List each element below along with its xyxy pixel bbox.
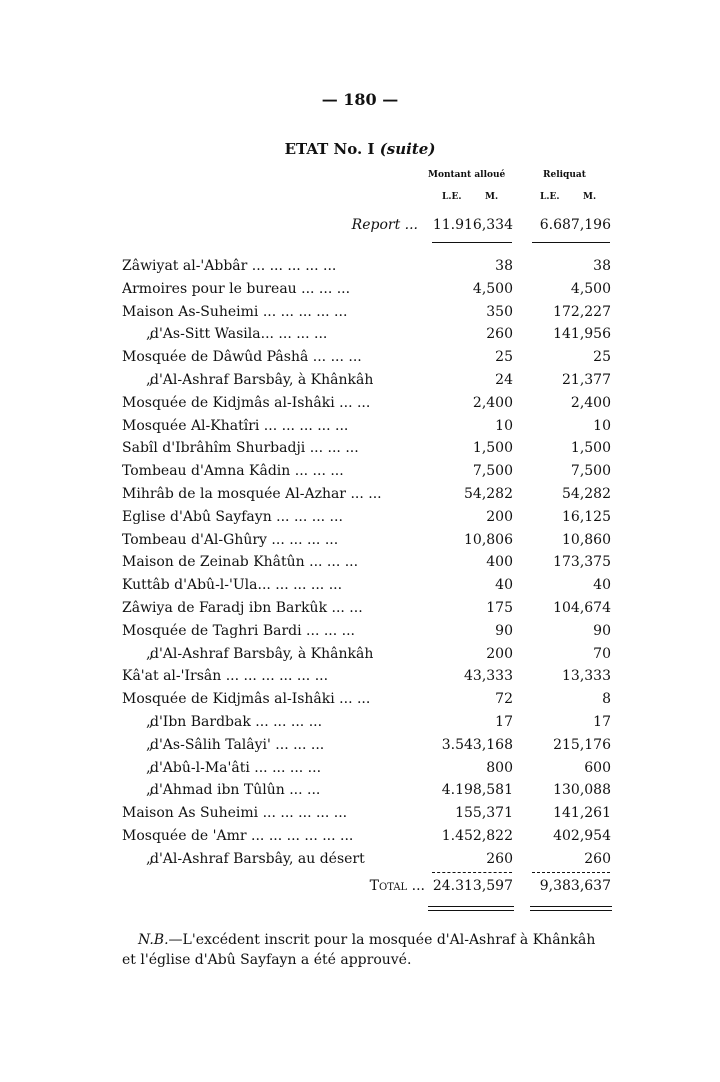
row-label: Zâwiyat al-'Abbâr ... ... ... ... ... bbox=[122, 258, 337, 274]
row-label: Maison de Zeinab Khâtûn ... ... ... bbox=[122, 554, 359, 571]
row-remainder: 40 bbox=[593, 577, 611, 594]
table-row bbox=[0, 620, 720, 643]
row-remainder: 104,674 bbox=[553, 599, 611, 616]
row-label: Mosquée de Dâwûd Pâshâ ... ... ... bbox=[122, 349, 362, 366]
row-label: „ d'Abû-l-Ma'âti ... ... ... ... bbox=[122, 757, 418, 779]
row-remainder: 21,377 bbox=[562, 371, 611, 388]
remainder-unit-m: M. bbox=[583, 192, 597, 202]
row-remainder: 130,088 bbox=[553, 782, 611, 799]
row-allocated: 7,500 bbox=[472, 463, 513, 480]
table-row bbox=[0, 665, 720, 688]
table-row bbox=[0, 369, 720, 392]
row-allocated: 4.198,581 bbox=[441, 782, 513, 799]
row-label: Tombeau d'Amna Kâdin ... ... ... bbox=[122, 463, 344, 480]
row-remainder: 141,261 bbox=[553, 805, 611, 822]
row-label: „ d'Al-Ashraf Barsbây, à Khânkâh bbox=[122, 643, 418, 665]
row-label: Sabîl d'Ibrâhîm Shurbadji ... ... ... bbox=[122, 440, 359, 457]
table-row bbox=[0, 551, 720, 574]
table-row bbox=[0, 757, 720, 780]
row-allocated: 38 bbox=[495, 258, 513, 274]
row-label: Maison As-Suheimi ... ... ... ... ... bbox=[122, 303, 348, 320]
table-row bbox=[0, 597, 720, 620]
table-row bbox=[0, 643, 720, 666]
allocated-unit-le: L.E. bbox=[442, 192, 462, 202]
table-row bbox=[0, 779, 720, 802]
total-label: Total ... bbox=[369, 878, 425, 894]
allocated-unit-m: M. bbox=[485, 192, 499, 202]
table-row bbox=[0, 437, 720, 460]
report-allocated: 11.916,334 bbox=[432, 217, 513, 233]
row-label: Zâwiya de Faradj ibn Barkûk ... ... bbox=[122, 599, 363, 616]
total-row bbox=[0, 878, 720, 900]
row-remainder: 54,282 bbox=[562, 485, 611, 502]
row-label: „ d'Al-Ashraf Barsbây, au désert bbox=[122, 848, 418, 870]
row-allocated: 4,500 bbox=[472, 280, 513, 297]
table-row bbox=[0, 415, 720, 438]
total-allocated: 24.313,597 bbox=[432, 878, 513, 894]
row-label: „ d'As-Sitt Wasila... ... ... ... bbox=[122, 323, 418, 345]
row-allocated: 200 bbox=[486, 645, 513, 662]
remainder-unit-le: L.E. bbox=[540, 192, 560, 202]
report-row bbox=[0, 217, 720, 237]
row-allocated: 155,371 bbox=[455, 805, 513, 822]
row-label: Mosquée de 'Amr ... ... ... ... ... ... bbox=[122, 827, 354, 844]
table-row bbox=[0, 301, 720, 324]
table-row bbox=[0, 688, 720, 711]
row-allocated: 260 bbox=[486, 326, 513, 343]
row-remainder: 17 bbox=[593, 713, 611, 730]
row-remainder: 70 bbox=[593, 645, 611, 662]
row-allocated: 2,400 bbox=[472, 394, 513, 411]
row-allocated: 40 bbox=[495, 577, 513, 594]
table-row bbox=[0, 711, 720, 734]
total-double-rule-allocated-1 bbox=[428, 906, 514, 907]
row-allocated: 1,500 bbox=[472, 440, 513, 457]
row-remainder: 38 bbox=[593, 258, 611, 274]
row-remainder: 600 bbox=[584, 759, 611, 776]
row-label: Armoires pour le bureau ... ... ... bbox=[122, 280, 351, 297]
table-title bbox=[0, 140, 720, 158]
row-label: Kuttâb d'Abû-l-'Ula... ... ... ... ... bbox=[122, 577, 343, 594]
row-label: Mihrâb de la mosquée Al-Azhar ... ... bbox=[122, 485, 382, 502]
row-label: Eglise d'Abû Sayfayn ... ... ... ... bbox=[122, 508, 343, 525]
table-body bbox=[0, 255, 720, 871]
row-allocated: 90 bbox=[495, 622, 513, 639]
total-double-rule-remainder-2 bbox=[530, 910, 612, 911]
row-remainder: 4,500 bbox=[570, 280, 611, 297]
table-row bbox=[0, 529, 720, 552]
table-row bbox=[0, 323, 720, 346]
remainder-column-header: Reliquat bbox=[543, 170, 586, 180]
row-remainder: 402,954 bbox=[553, 827, 611, 844]
table-row bbox=[0, 848, 720, 871]
row-remainder: 7,500 bbox=[570, 463, 611, 480]
row-remainder: 90 bbox=[593, 622, 611, 639]
table-row bbox=[0, 255, 720, 278]
row-allocated: 200 bbox=[486, 508, 513, 525]
row-allocated: 350 bbox=[486, 303, 513, 320]
row-label: Mosquée de Taghri Bardi ... ... ... bbox=[122, 622, 356, 639]
row-remainder: 172,227 bbox=[553, 303, 611, 320]
row-allocated: 43,333 bbox=[464, 668, 513, 685]
row-label: Tombeau d'Al-Ghûry ... ... ... ... bbox=[122, 531, 339, 548]
table-row bbox=[0, 460, 720, 483]
row-label: Mosquée Al-Khatîri ... ... ... ... ... bbox=[122, 417, 349, 434]
row-remainder: 16,125 bbox=[562, 508, 611, 525]
table-row bbox=[0, 506, 720, 529]
row-allocated: 54,282 bbox=[464, 485, 513, 502]
table-row bbox=[0, 825, 720, 848]
row-allocated: 72 bbox=[495, 691, 513, 708]
row-label: „ d'Ibn Bardbak ... ... ... ... bbox=[122, 711, 418, 733]
total-rule-top-remainder bbox=[532, 872, 610, 873]
row-allocated: 24 bbox=[495, 371, 513, 388]
row-allocated: 800 bbox=[486, 759, 513, 776]
row-remainder: 8 bbox=[602, 691, 611, 708]
total-double-rule-remainder-1 bbox=[530, 906, 612, 907]
row-remainder: 2,400 bbox=[570, 394, 611, 411]
row-label: Kâ'at al-'Irsân ... ... ... ... ... ... bbox=[122, 668, 329, 685]
row-allocated: 17 bbox=[495, 713, 513, 730]
table-row bbox=[0, 802, 720, 825]
row-allocated: 175 bbox=[486, 599, 513, 616]
row-allocated: 400 bbox=[486, 554, 513, 571]
row-remainder: 173,375 bbox=[553, 554, 611, 571]
table-row bbox=[0, 278, 720, 301]
report-remainder: 6.687,196 bbox=[539, 217, 611, 233]
total-rule-top-allocated bbox=[432, 872, 512, 873]
row-label: Mosquée de Kidjmâs al-Ishâki ... ... bbox=[122, 394, 371, 411]
table-row bbox=[0, 346, 720, 369]
row-allocated: 260 bbox=[486, 850, 513, 867]
row-label: „ d'Ahmad ibn Tûlûn ... ... bbox=[122, 779, 418, 801]
report-rule-allocated bbox=[432, 242, 512, 243]
total-remainder: 9,383,637 bbox=[539, 878, 611, 894]
footnote-nb: N.B. bbox=[138, 932, 169, 948]
allocated-column-header: Montant alloué bbox=[428, 170, 506, 180]
footnote-text: —L'excédent inscrit pour la mosquée d'Al-Ashraf à Khânkâh et l'église d'Abû Sayfayn a été approuvé. bbox=[122, 932, 596, 968]
row-allocated: 1.452,822 bbox=[441, 827, 513, 844]
table-row bbox=[0, 734, 720, 757]
row-label: „ d'Al-Ashraf Barsbây, à Khânkâh bbox=[122, 369, 418, 391]
row-allocated: 10,806 bbox=[464, 531, 513, 548]
row-remainder: 141,956 bbox=[553, 326, 611, 343]
row-remainder: 1,500 bbox=[570, 440, 611, 457]
row-label: Mosquée de Kidjmâs al-Ishâki ... ... bbox=[122, 691, 371, 708]
row-remainder: 260 bbox=[584, 850, 611, 867]
table-row bbox=[0, 392, 720, 415]
page-number: — 180 — bbox=[321, 90, 399, 109]
row-label: Maison As Suheimi ... ... ... ... ... bbox=[122, 805, 348, 822]
table-row bbox=[0, 574, 720, 597]
row-remainder: 10 bbox=[593, 417, 611, 434]
row-allocated: 10 bbox=[495, 417, 513, 434]
row-remainder: 13,333 bbox=[562, 668, 611, 685]
row-allocated: 25 bbox=[495, 349, 513, 366]
row-remainder: 10,860 bbox=[562, 531, 611, 548]
row-label: „ d'As-Sâlih Talâyi' ... ... ... bbox=[122, 734, 418, 756]
table-title-main: ETAT No. I bbox=[284, 140, 375, 158]
total-double-rule-allocated-2 bbox=[428, 910, 514, 911]
report-rule-remainder bbox=[532, 242, 610, 243]
report-label: Report ... bbox=[351, 217, 418, 233]
row-remainder: 25 bbox=[593, 349, 611, 366]
row-remainder: 215,176 bbox=[553, 736, 611, 753]
footnote bbox=[122, 930, 612, 970]
table-row bbox=[0, 483, 720, 506]
row-allocated: 3.543,168 bbox=[441, 736, 513, 753]
table-title-suffix: (suite) bbox=[379, 140, 436, 158]
